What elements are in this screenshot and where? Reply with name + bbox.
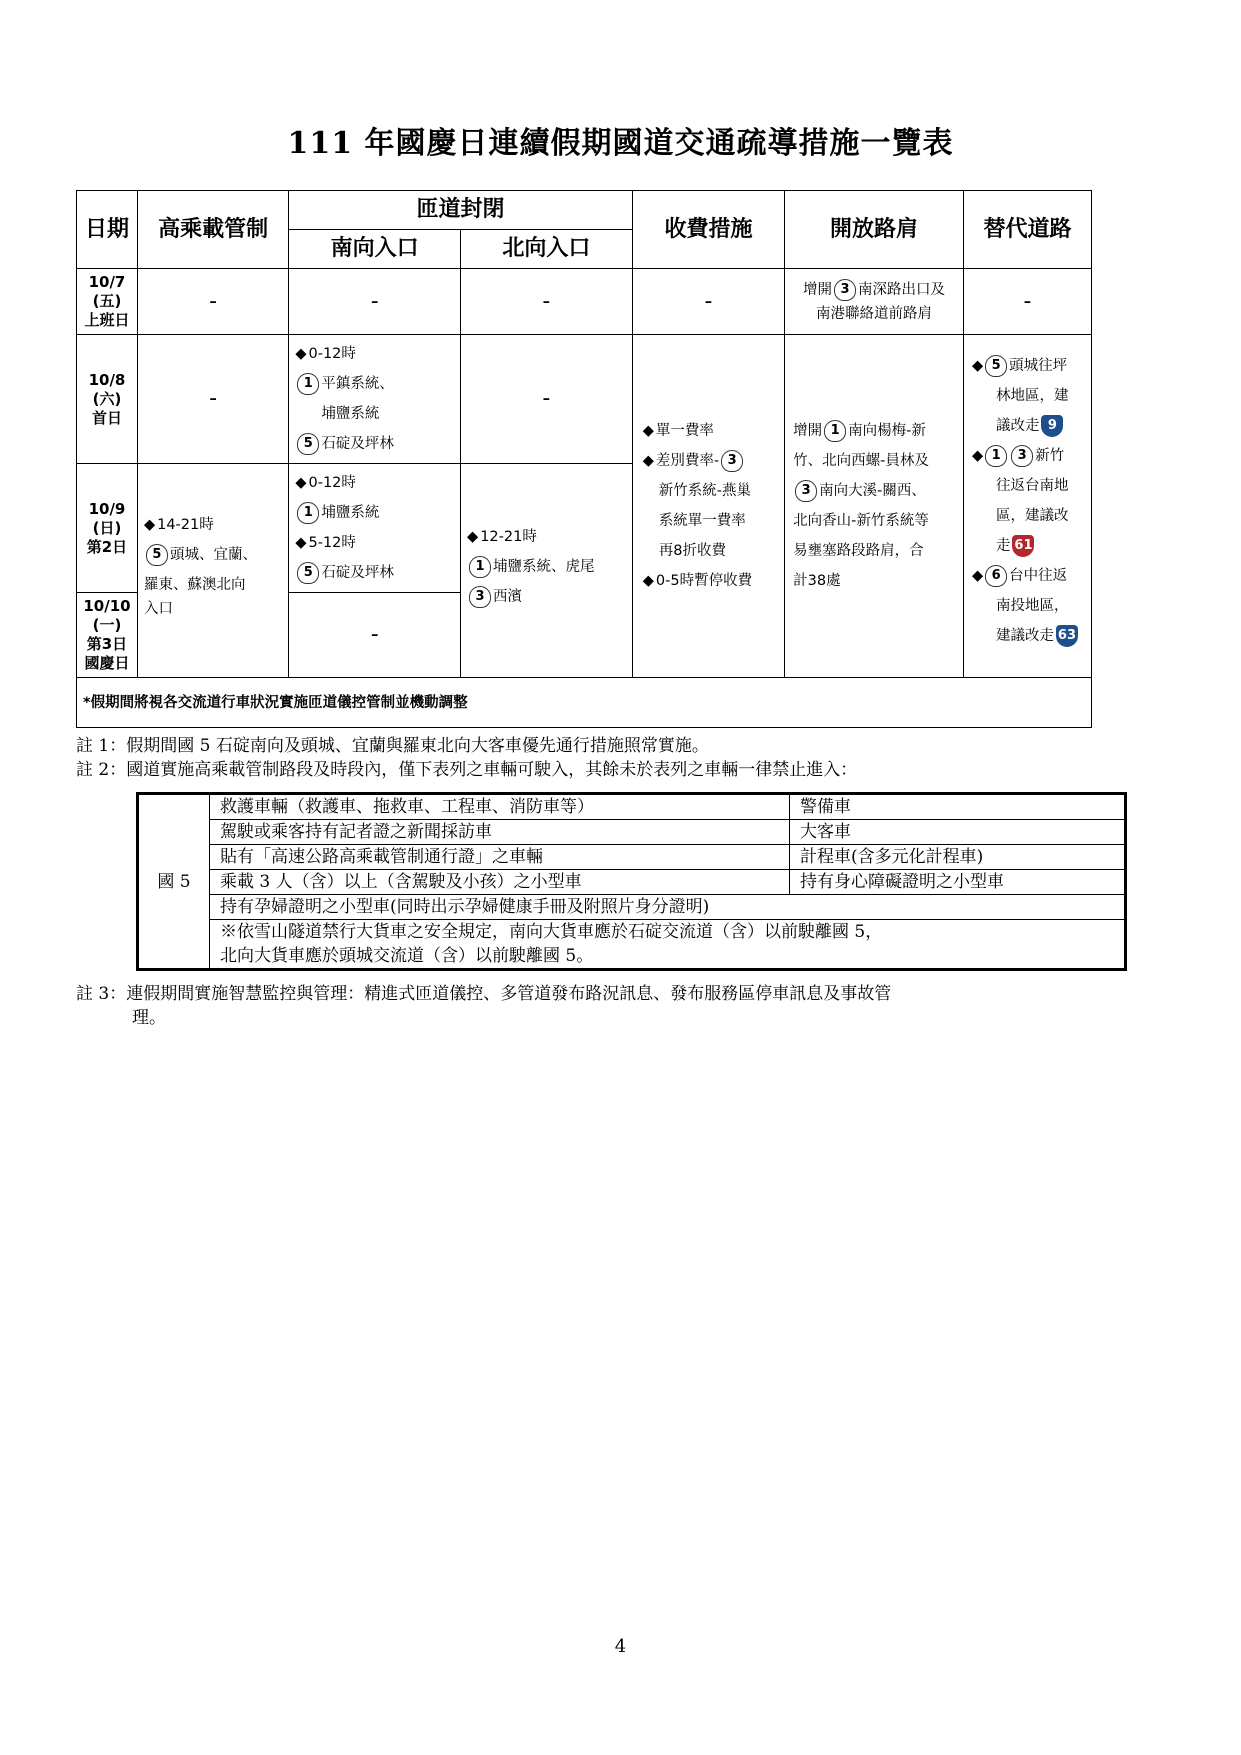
hov-cell: ◆ 14-21時 5 頭城、宜蘭、 羅東、蘇澳北向 入口: [137, 464, 288, 678]
table-row: [77, 269, 1092, 335]
header-shoulder: 開放路肩: [785, 191, 964, 269]
north-cell: ◆ 12-21時 1 埔鹽系統、虎尾 3 西濱: [461, 464, 633, 678]
table-row: [77, 335, 1092, 464]
freeway-label: 國 5: [138, 794, 210, 970]
header-north: 北向入口: [461, 230, 633, 269]
note-3: 註 3：連假期間實施智慧監控與管理：精進式匝道儀控、多管道發布路況訊息、發布服務區停車訊息及事故管 理。: [76, 984, 892, 1028]
date-cell: 10/10 (一) 第3日 國慶日: [77, 593, 138, 678]
note-2: 註 2：國道實施高乘載管制路段及時段內，僅下表列之車輛可駛入，其餘未於表列之車輛一律禁止進入：: [76, 760, 858, 780]
freeway-1-icon: 1: [985, 445, 1007, 467]
toll-cell: -: [632, 269, 784, 335]
expressway-61-icon: 61: [1012, 535, 1034, 557]
allowed-vehicles-table: [136, 792, 1127, 971]
vehicle-item: 警備車: [790, 794, 1126, 820]
freeway-5-icon: 5: [297, 562, 319, 584]
vehicle-item: 貼有「高速公路高乘載管制通行證」之車輛: [210, 845, 790, 870]
freeway-1-icon: 1: [469, 556, 491, 578]
vehicle-item: 駕駛或乘客持有記者證之新聞採訪車: [210, 820, 790, 845]
page-title: 111 年國慶日連續假期國道交通疏導措施一覽表: [287, 126, 954, 161]
freeway-3-icon: 3: [469, 586, 491, 608]
freeway-5-icon: 5: [146, 544, 168, 566]
date-cell: 10/9 (日) 第2日: [77, 464, 138, 593]
hov-cell: -: [137, 269, 288, 335]
vehicle-item: 乘載 3 人（含）以上（含駕駛及小孩）之小型車: [210, 870, 790, 895]
date-cell: 10/7 (五) 上班日: [77, 269, 138, 335]
freeway-1-icon: 1: [824, 420, 846, 442]
shoulder-cell: 增開 1 南向楊梅-新 竹、北向西螺-員林及 3 南向大溪-關西、 北向香山-新竹系統等 易壅塞路段路肩，合 計38處: [785, 335, 964, 678]
note-1: 註 1：假期間國 5 石碇南向及頭城、宜蘭與羅東北向大客車優先通行措施照常實施。: [76, 736, 709, 756]
vehicle-item: 持有身心障礙證明之小型車: [790, 870, 1126, 895]
freeway-3-icon: 3: [834, 279, 856, 301]
freeway-5-icon: 5: [985, 355, 1007, 377]
table-footnote: *假期間將視各交流道行車狀況實施匝道儀控管制並機動調整: [77, 678, 1092, 728]
date-cell: 10/8 (六) 首日: [77, 335, 138, 464]
toll-cell: ◆ 單一費率 ◆ 差別費率- 3 新竹系統-燕巢 系統單一費率 再8折收費 ◆ 0-5時暫停收費: [632, 335, 784, 678]
freeway-6-icon: 6: [985, 565, 1007, 587]
freeway-5-icon: 5: [297, 433, 319, 455]
header-toll: 收費措施: [632, 191, 784, 269]
south-cell: -: [289, 269, 461, 335]
measures-table: [76, 190, 1092, 728]
freeway-1-icon: 1: [297, 373, 319, 395]
header-alt: 替代道路: [963, 191, 1091, 269]
header-date: 日期: [77, 191, 138, 269]
vehicle-item: 持有孕婦證明之小型車(同時出示孕婦健康手冊及附照片身分證明): [210, 895, 1126, 920]
provincial-9-icon: 9: [1041, 415, 1063, 437]
truck-rule-line: 北向大貨車應於頭城交流道（含）以前駛離國 5。: [210, 944, 1126, 970]
header-south: 南向入口: [289, 230, 461, 269]
north-cell: -: [461, 335, 633, 464]
freeway-1-icon: 1: [297, 502, 319, 524]
shoulder-cell: 增開 3 南深路出口及 南港聯絡道前路肩: [785, 269, 964, 335]
south-cell: ◆ 0-12時 1 埔鹽系統 ◆ 5-12時 5 石碇及坪林: [289, 464, 461, 593]
alt-cell: -: [963, 269, 1091, 335]
freeway-3-icon: 3: [721, 450, 743, 472]
freeway-3-icon: 3: [1011, 445, 1033, 467]
vehicle-item: 計程車(含多元化計程車): [790, 845, 1126, 870]
hov-cell: -: [137, 335, 288, 464]
header-hov: 高乘載管制: [137, 191, 288, 269]
vehicle-item: 大客車: [790, 820, 1126, 845]
south-cell: ◆ 0-12時 1 平鎮系統、 埔鹽系統 5 石碇及坪林: [289, 335, 461, 464]
south-cell: -: [289, 593, 461, 678]
freeway-3-icon: 3: [795, 480, 817, 502]
truck-rule-line: ※依雪山隧道禁行大貨車之安全規定，南向大貨車應於石碇交流道（含）以前駛離國 5，: [210, 920, 1126, 945]
north-cell: -: [461, 269, 633, 335]
vehicle-item: 救護車輛（救護車、拖救車、工程車、消防車等）: [210, 794, 790, 820]
page-number: 4: [614, 1636, 627, 1657]
alt-cell: ◆ 5 頭城往坪 林地區，建 議改走 9 ◆ 1 3 新竹 往返台南地 區，建議改 走 61 ◆ 6 台中往返 南投地區， 建議改走 63: [963, 335, 1091, 678]
header-ramp: 匝道封閉: [289, 191, 632, 230]
expressway-63-icon: 63: [1056, 625, 1078, 647]
